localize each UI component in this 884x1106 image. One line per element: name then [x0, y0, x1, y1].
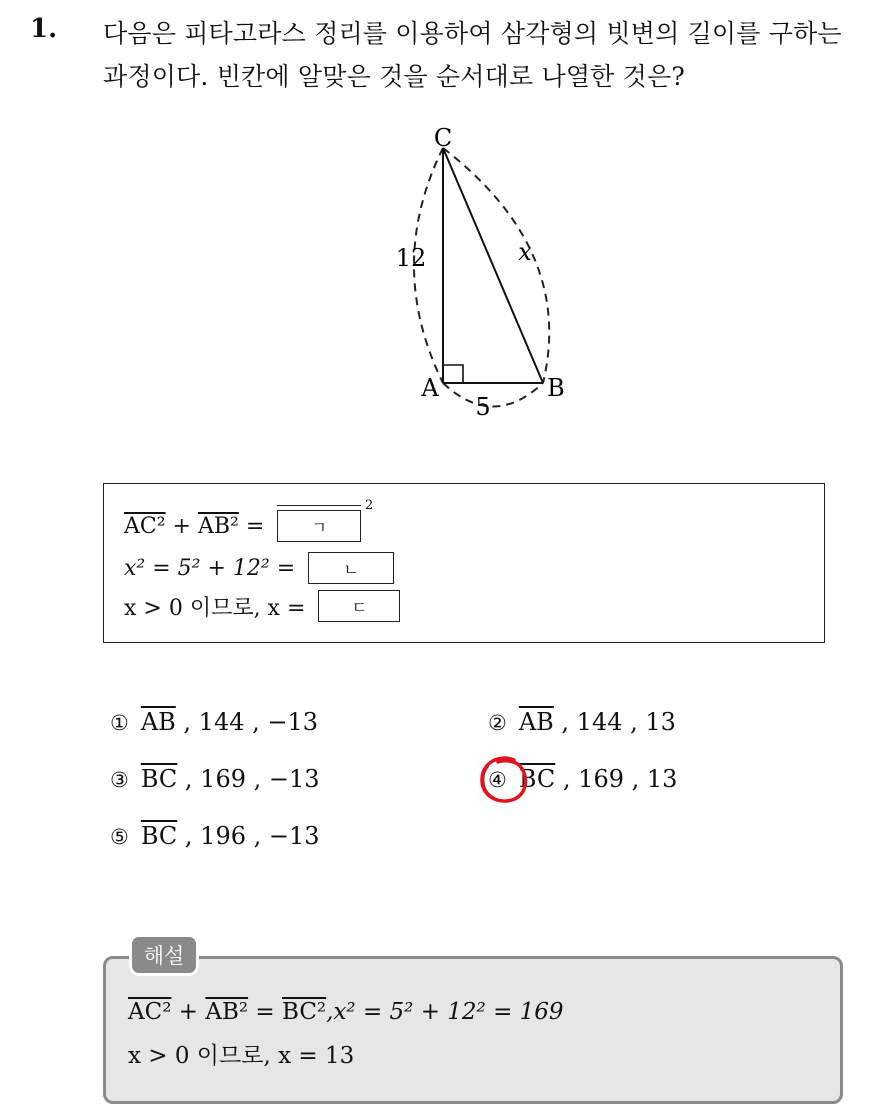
choice-4-values: , 169 , 13 [555, 765, 678, 793]
choice-5-mark: ⑤ [110, 825, 129, 849]
solution-line2: x > 0 이므로, x = 13 [128, 1043, 355, 1069]
label-side-ab: 5 [475, 393, 491, 421]
sol-seg-ab-squared: AB² [205, 999, 249, 1025]
condition-line2 [124, 552, 394, 584]
arc-ab [443, 383, 543, 407]
label-side-ac: 12 [395, 244, 427, 272]
choice-1-values: , 144 , −13 [175, 708, 319, 736]
choice-2-segment: $\overline{AB}$ [518, 708, 554, 736]
label-side-bc: x [518, 238, 532, 266]
sol-seg-bc-squared: BC² [281, 999, 327, 1025]
choice-1-segment: $\overline{AB}$ [140, 708, 176, 736]
equals-sign: = [238, 513, 272, 539]
choice-3-values: , 169 , −13 [177, 765, 320, 793]
triangle-figure [0, 0, 884, 470]
answer-circle-mark [474, 752, 534, 808]
choice-2-values: , 144 , 13 [553, 708, 676, 736]
sol-plus: + [171, 999, 206, 1025]
solution-line1 [128, 999, 564, 1025]
right-angle-mark [443, 365, 463, 383]
choice-3-segment: $\overline{BC}$ [140, 765, 178, 793]
blank-1-group [271, 498, 374, 542]
seg-ab-squared: AB² [197, 513, 239, 539]
choice-5-segment: $\overline{BC}$ [140, 822, 178, 850]
choice-4-segment: $\overline{BC}$ [518, 765, 556, 793]
solution-tag: 해설 [129, 934, 199, 976]
choice-1-mark: ① [110, 711, 129, 735]
blank-1-overline [277, 505, 361, 506]
choice-5[interactable] [110, 822, 320, 850]
label-a: A [421, 374, 439, 402]
sol-equals: = [248, 999, 282, 1025]
choice-3[interactable] [110, 765, 320, 793]
label-c: C [433, 124, 453, 152]
sol-computation: ,x² = 5² + 12² = 169 [326, 999, 564, 1025]
question-text-line2: 과정이다. 빈칸에 알맞은 것을 순서대로 나열한 것은? [103, 62, 685, 91]
choice-1[interactable] [110, 708, 318, 736]
question-text-line1: 다음은 피타고라스 정리를 이용하여 삼각형의 빗변의 길이를 구하는 [103, 19, 842, 48]
sol-seg-ac-squared: AC² [128, 999, 172, 1025]
choice-3-mark: ③ [110, 768, 129, 792]
solution-box [103, 956, 843, 1104]
choice-2[interactable] [488, 708, 676, 736]
question-number: 1. [30, 14, 58, 44]
condition-box [103, 483, 825, 643]
label-b: B [547, 374, 565, 402]
choice-5-values: , 196 , −13 [177, 822, 320, 850]
condition-line1 [124, 498, 374, 542]
condition-line3-lhs: x > 0 이므로, x = [124, 595, 313, 621]
choice-2-mark: ② [488, 711, 507, 735]
blank-2: ㄴ [308, 552, 394, 584]
seg-ac-squared: AC² [124, 513, 166, 539]
condition-line2-lhs: x² = 5² + 12² = [124, 555, 303, 581]
blank-3: ㄷ [318, 590, 400, 622]
blank-1-exponent: 2 [364, 498, 374, 513]
choice-4-mark: ④ [488, 768, 507, 792]
condition-line3 [124, 590, 400, 622]
blank-1: ㄱ [277, 510, 361, 542]
plus-sign: + [165, 513, 198, 539]
